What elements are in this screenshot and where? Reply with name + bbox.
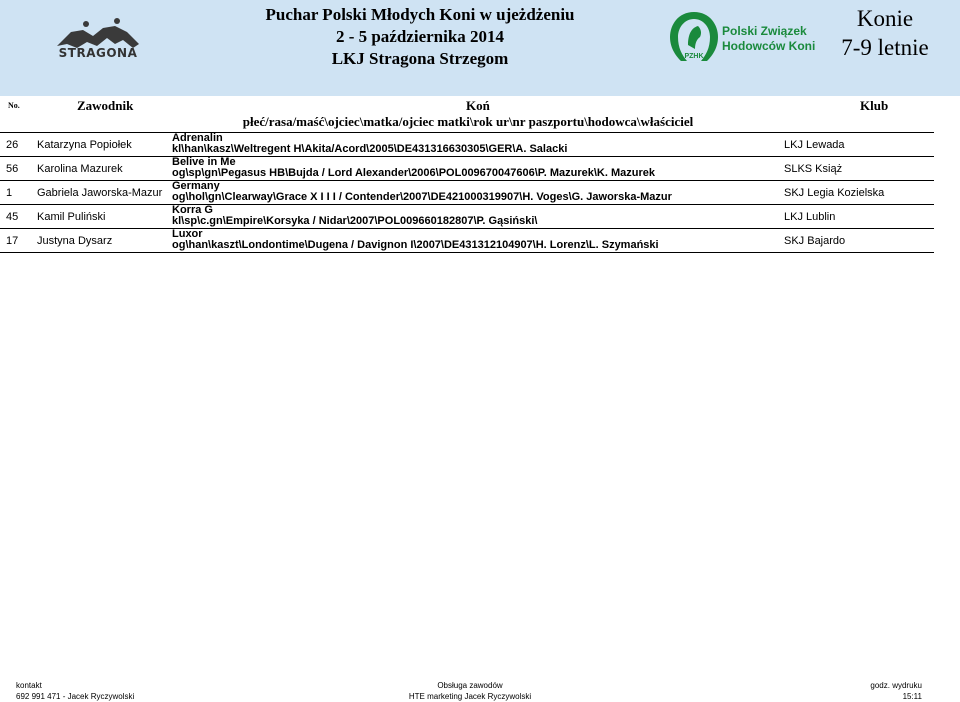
rider-name: Kamil Puliński: [37, 211, 106, 223]
footer-contact: [16, 680, 134, 702]
horse-cell: [172, 157, 655, 179]
category-line-2: 7-9 letnie: [841, 35, 929, 60]
horse-details: og\hol\gn\Clearway\Grace X I I I / Contender\2007\DE421000319907\H. Voges\G. Jaworska-Mazur: [172, 191, 672, 203]
pzhk-name: [722, 24, 815, 54]
footer-print-time-value: 15:11: [902, 692, 922, 701]
start-number: 1: [6, 187, 13, 199]
start-number: 17: [6, 235, 19, 247]
club-name: SKJ Bajardo: [784, 235, 846, 247]
table-row: [0, 157, 934, 181]
footer-organizer-label: Obsługa zawodów: [437, 681, 503, 690]
column-header-club: Klub: [860, 98, 889, 113]
event-venue-line: LKJ Stragona Strzegom: [331, 49, 509, 68]
event-title-line: Puchar Polski Młodych Koni w ujeżdżeniu: [265, 5, 575, 24]
footer-contact-phone: 692 991 471 - Jacek Ryczywolski: [16, 692, 135, 701]
horse-details: kl\han\kasz\Weltregent H\Akita/Acord\2005\DE431316630305\GER\A. Salacki: [172, 143, 568, 155]
horse-cell: [172, 205, 537, 227]
horse-name: Belive in Me: [172, 156, 236, 168]
pzhk-horseshoe-icon: [667, 9, 721, 65]
column-header-no: No.: [8, 101, 20, 110]
rider-name: Justyna Dysarz: [37, 235, 113, 247]
horse-cell: [172, 181, 672, 203]
rider-name: Karolina Mazurek: [37, 163, 123, 175]
horse-cell: [172, 229, 659, 251]
document-header: [0, 0, 960, 96]
rider-name: Katarzyna Popiołek: [37, 139, 132, 151]
horse-details-legend: płeć/rasa/maść\ojciec\matka/ojciec matki\rok ur\nr paszportu\hodowca\właściciel: [242, 114, 694, 129]
event-date-line: 2 - 5 października 2014: [335, 27, 505, 46]
horse-name: Adrenalin: [172, 132, 223, 144]
start-number: 45: [6, 211, 19, 223]
pzhk-name-line-1: Polski Związek: [722, 24, 807, 38]
column-header-horse: Koń: [466, 98, 490, 113]
horse-cell: [172, 133, 567, 155]
club-name: LKJ Lewada: [784, 139, 845, 151]
pzhk-badge-text: PZHK: [684, 53, 704, 60]
club-name: SLKS Książ: [784, 163, 843, 175]
horse-details: og\han\kaszt\Londontime\Dugena / Davignon I\2007\DE431312104907\H. Lorenz\L. Szymański: [172, 239, 659, 251]
table-row: [0, 229, 934, 253]
club-name: SKJ Legia Kozielska: [784, 187, 885, 199]
category-title: [820, 4, 950, 62]
horse-name: Korra G: [172, 204, 213, 216]
table-row: [0, 205, 934, 229]
horse-name: Luxor: [172, 228, 203, 240]
table-row: [0, 133, 934, 157]
results-table: [0, 132, 934, 253]
start-number: 56: [6, 163, 19, 175]
category-line-1: Konie: [856, 6, 914, 31]
stragona-logo-text: STRAGONA: [58, 46, 138, 60]
footer-organizer-name: HTE marketing Jacek Ryczywolski: [408, 692, 532, 701]
event-title: [215, 4, 625, 70]
footer-organizer: [408, 680, 532, 702]
footer-print-time-label: godz. wydruku: [870, 681, 922, 690]
rider-name: Gabriela Jaworska-Mazur: [37, 187, 163, 199]
footer-contact-label: kontakt: [16, 681, 42, 690]
pzhk-name-line-2: Hodowców Koni: [722, 39, 816, 53]
footer-print-time: [870, 680, 922, 702]
horse-details: kl\sp\c.gn\Empire\Korsyka / Nidar\2007\POL009660182807\P. Gąsiński\: [172, 215, 538, 227]
horse-name: Germany: [172, 180, 220, 192]
club-name: LKJ Lublin: [784, 211, 836, 223]
horse-details: og\sp\gn\Pegasus HB\Bujda / Lord Alexander\2006\POL009670047606\P. Mazurek\K. Mazurek: [172, 167, 655, 179]
table-row: [0, 181, 934, 205]
start-number: 26: [6, 139, 19, 151]
column-header-rider: Zawodnik: [77, 98, 134, 113]
